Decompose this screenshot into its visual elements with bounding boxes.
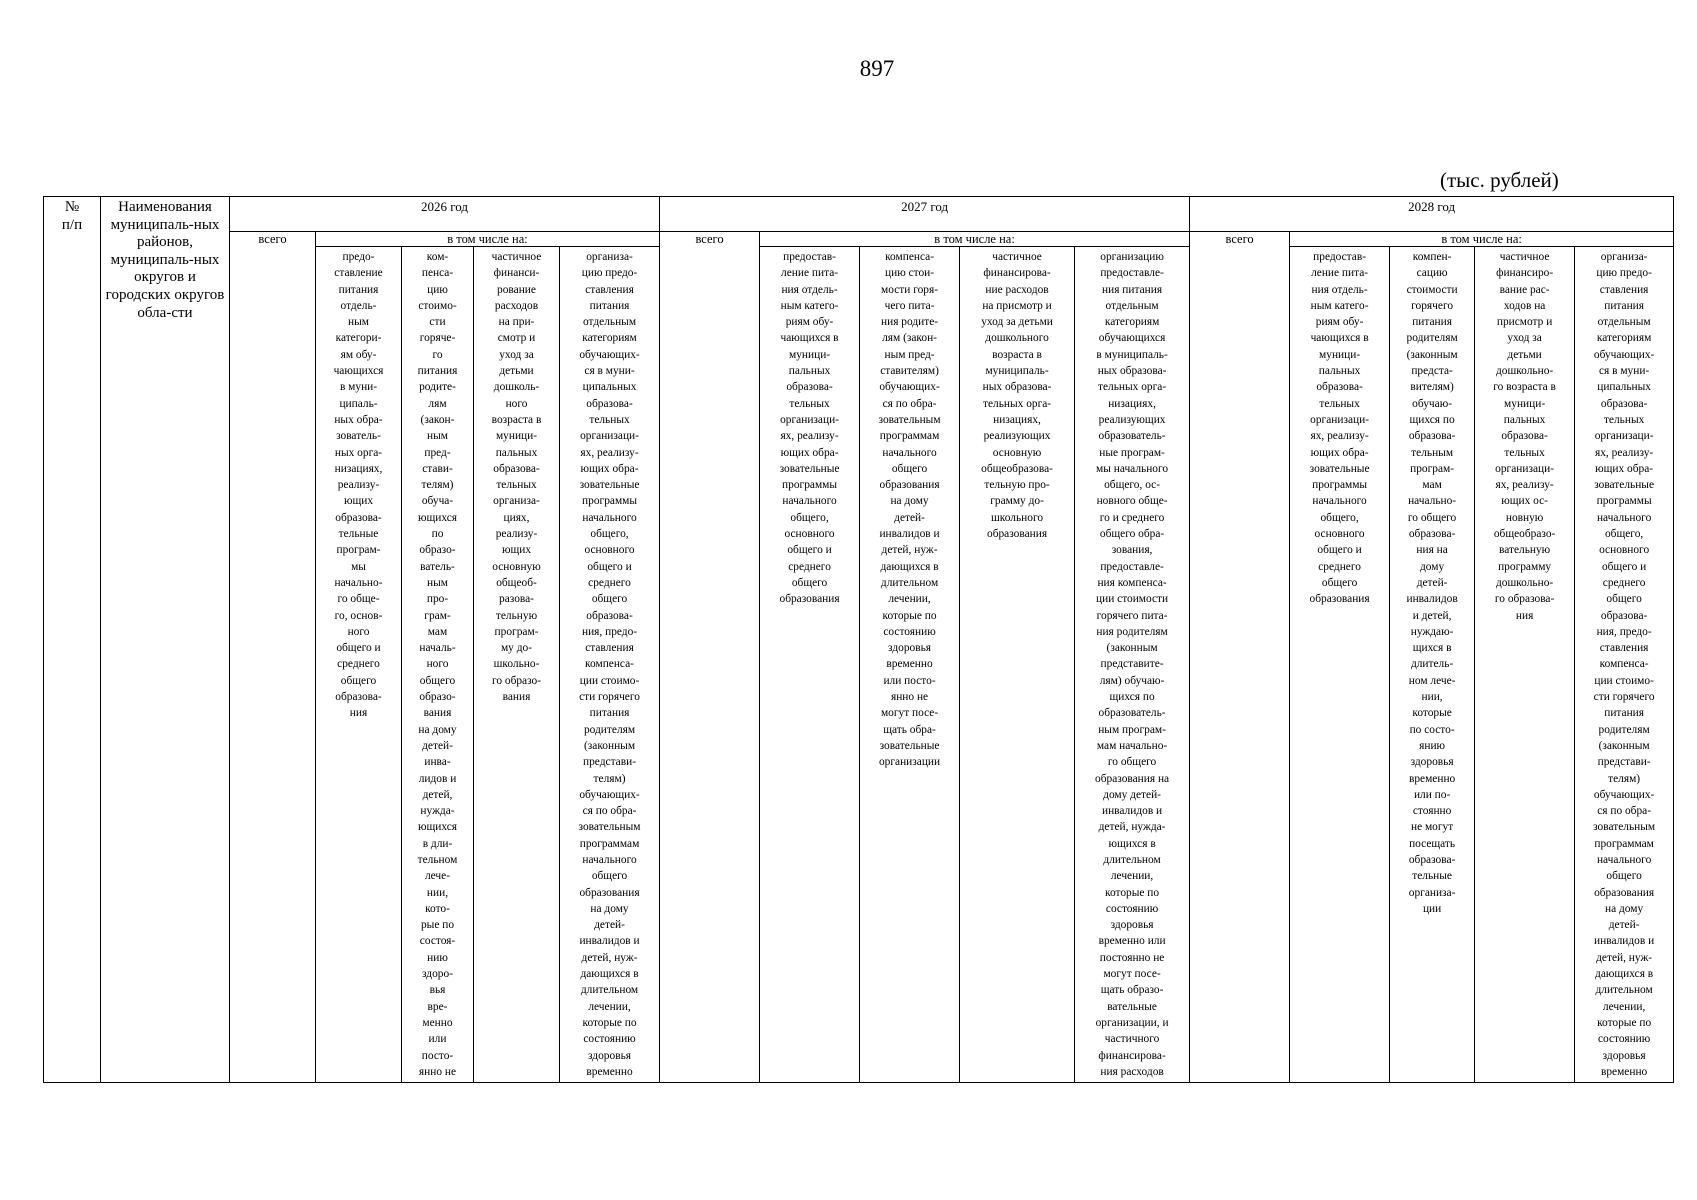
header-municipality-name: Наименования муниципаль-ных районов, муниципаль-ных округов и городских округов обла-сти — [101, 197, 230, 1083]
units-label: (тыс. рублей) — [1440, 168, 1559, 192]
header-2026-meal-compensation: ком- пенса- цию стоимо- сти горяче- го питания родите- лям (закон- ным пред- стави- телям) обуча- ющихся по образо- ватель- ным про- грам- мам началь- ного общего образо- вания на дому детей- инва- лидов и детей, нужда- ющихся в дли- тельном лече- нии, кото- рые по состоя- нию здоро- вья вре- менно или посто- янно не — [402, 247, 474, 1083]
header-year-2027: 2027 год — [660, 197, 1190, 232]
header-total-2028: всего — [1190, 232, 1290, 1083]
header-2027-preschool-care: частичное финансирова- ние расходов на присмотр и уход за детьми дошкольного возраста в муниципаль- ных образова- тельных орга- низациях, реализующих основную общеобразова- тельную про- грамму до- школьного образования — [960, 247, 1075, 1083]
header-number: № п/п — [44, 197, 101, 1083]
header-2028-organization: организа- цию предо- ставления питания отдельным категориям обучающих- ся в муни- ципальных образова- тельных организаци- ях, реализу- ющих обра- зовательные программы начального общего, основного общего и среднего общего образова- ния, предо- ставления компенса- ции стоимо- сти горячего питания родителям (законным представи- телям) обучающих- ся по обра- зовательным программам начального общего образования на дому детей- инвалидов и детей, нуж- дающихся в длительном лечении, которые по состоянию здоровья временно — [1575, 247, 1674, 1083]
header-including-2026: в том числе на: — [316, 232, 660, 247]
header-including-2028: в том числе на: — [1290, 232, 1674, 247]
header-2028-meal-compensation: компен- сацию стоимости горячего питания родителям (законным предста- вителям) обучаю- щихся по образова- тельным програм- мам начально- го общего образова- ния на дому детей- инвалидов и детей, нуждаю- щихся в длитель- ном лече- нии, которые по состо- янию здоровья временно или по- стоянно не могут посещать образова- тельные организа- ции — [1390, 247, 1475, 1083]
page-number: 897 — [859, 56, 895, 81]
header-year-2028: 2028 год — [1190, 197, 1674, 232]
header-2027-meal-compensation: компенса- цию стои- мости горя- чего пита- ния родите- лям (закон- ным пред- ставителям) обучающих- ся по обра- зовательным программам начального общего образования на дому детей- инвалидов и детей, нуж- дающихся в длительном лечении, которые по состоянию здоровья временно или посто- янно не могут посе- щать обра- зовательные организации — [860, 247, 960, 1083]
header-including-2027: в том числе на: — [760, 232, 1190, 247]
header-total-2026: всего — [230, 232, 316, 1083]
header-2027-food-provision: предостав- ление пита- ния отдель- ным катего- риям обу- чающихся в муници- пальных образова- тельных организаци- ях, реализу- ющих обра- зовательные программы начального общего, основного общего и среднего общего образования — [760, 247, 860, 1083]
header-2026-preschool-care: частичное финанси- рование расходов на при- смотр и уход за детьми дошколь- ного возраста в муници- пальных образова- тельных организа- циях, реализу- ющих основную общеоб- разова- тельную програм- му до- школьно- го образо- вания — [474, 247, 560, 1083]
header-2026-food-provision: предо- ставление питания отдель- ным категори- ям обу- чающихся в муни- ципаль- ных обра- зователь- ных орга- низациях, реализу- ющих образова- тельные програм- мы начально- го обще- го, основ- ного общего и среднего общего образова- ния — [316, 247, 402, 1083]
header-2026-organization: организа- цию предо- ставления питания отдельным категориям обучающих- ся в муни- ципальных образова- тельных организаци- ях, реализу- ющих обра- зовательные программы начального общего, основного общего и среднего общего образова- ния, предо- ставления компенса- ции стоимо- сти горячего питания родителям (законным представи- телям) обучающих- ся по обра- зовательным программам начального общего образования на дому детей- инвалидов и детей, нуж- дающихся в длительном лечении, которые по состоянию здоровья временно — [560, 247, 660, 1083]
header-2027-organization: организацию предоставле- ния питания отдельным категориям обучающихся в муниципаль- ных образова- тельных орга- низациях, реализующих образователь- ные програм- мы начального общего, ос- новного обще- го и среднего общего обра- зования, предоставле- ния компенса- ции стоимости горячего пита- ния родителям (законным представите- лям) обучаю- щихся по образователь- ным програм- мам начально- го общего образования на дому детей- инвалидов и детей, нужда- ющихся в длительном лечении, которые по состоянию здоровья временно или постоянно не могут посе- щать образо- вательные организации, и частичного финансирова- ния расходов — [1075, 247, 1190, 1083]
header-2028-preschool-care: частичное финансиро- вание рас- ходов на присмотр и уход за детьми дошкольно- го возраста в муници- пальных образова- тельных организаци- ях, реализу- ющих ос- новную общеобразо- вательную программу дошкольно- го образова- ния — [1475, 247, 1575, 1083]
header-total-2027: всего — [660, 232, 760, 1083]
budget-table — [43, 196, 1674, 1083]
header-year-2026: 2026 год — [230, 197, 660, 232]
header-2028-food-provision: предостав- ление пита- ния отдель- ным катего- риям обу- чающихся в муници- пальных образова- тельных организаци- ях, реализу- ющих обра- зовательные программы начального общего, основного общего и среднего общего образования — [1290, 247, 1390, 1083]
